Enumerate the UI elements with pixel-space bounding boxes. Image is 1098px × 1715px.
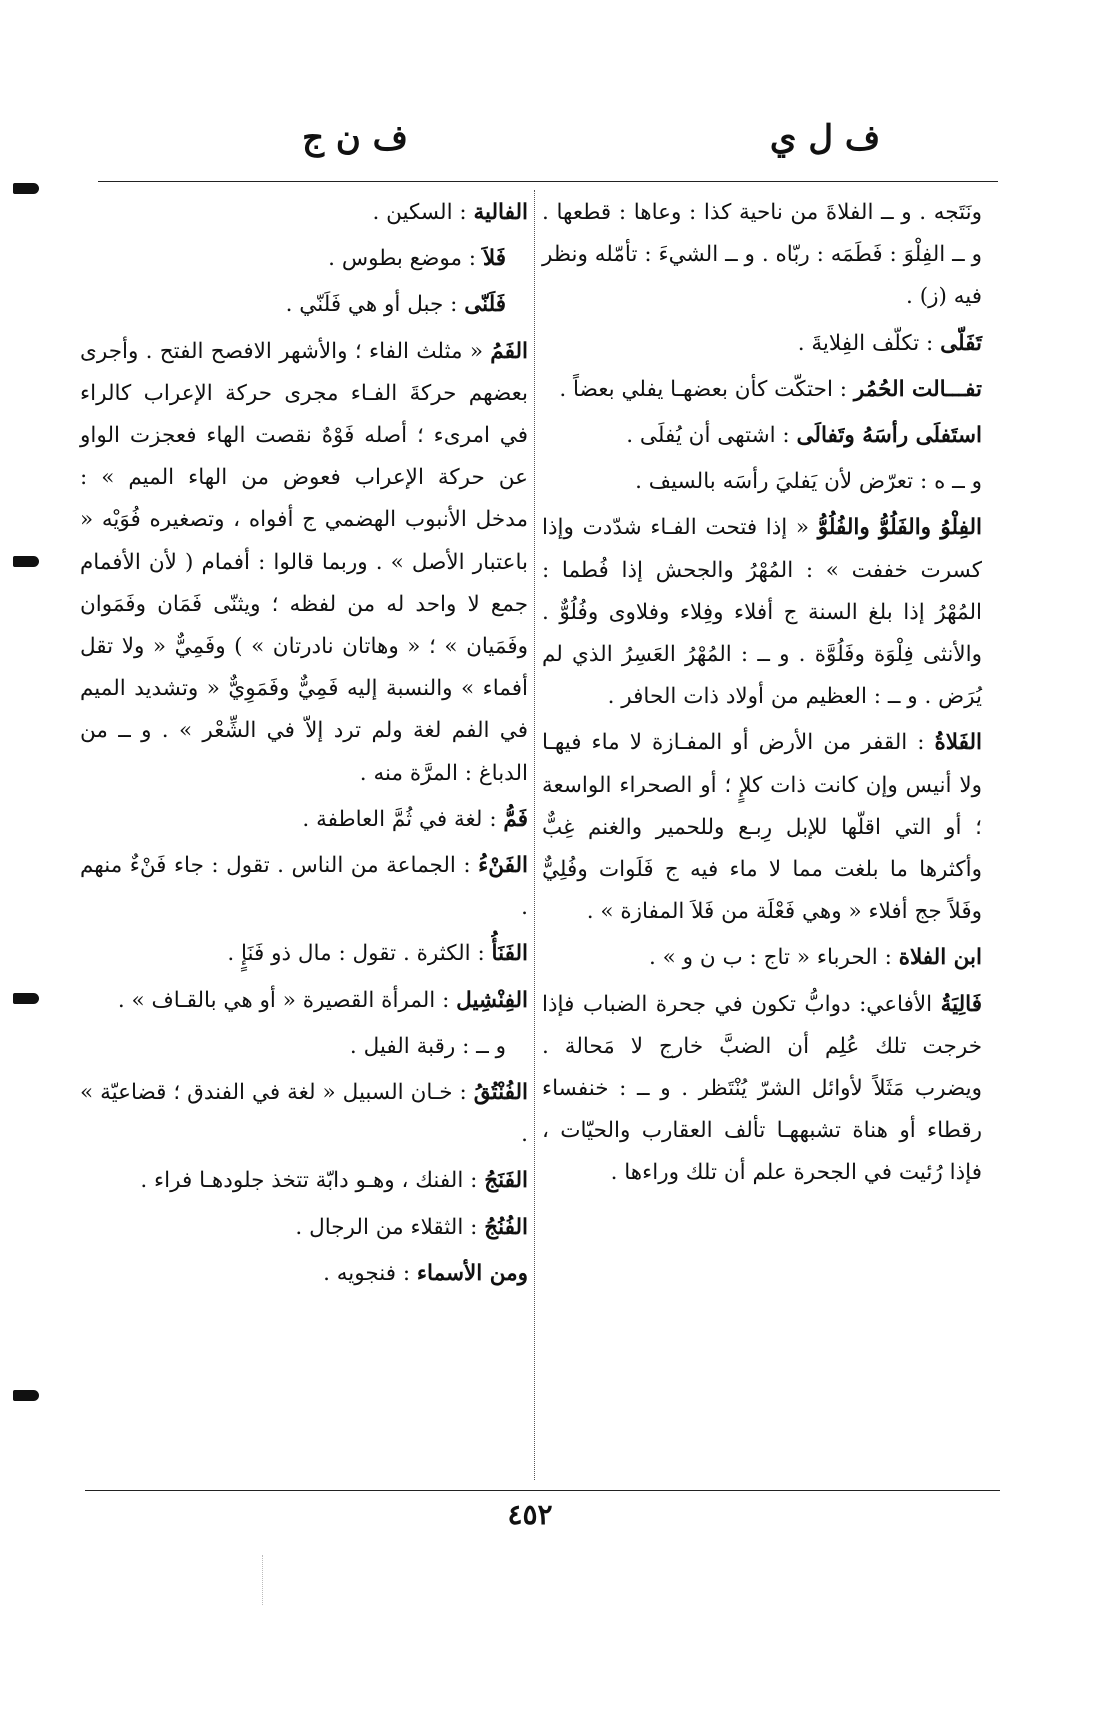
dictionary-entry: [542, 984, 982, 1195]
entry-definition: : الكثرة . تقول : مال ذو فَنَإٍ .: [227, 941, 492, 967]
entry-headword: فَالِيَةُ: [940, 991, 982, 1017]
entry-headword: الفَلاةُ: [934, 730, 982, 756]
entry-definition: : السكين .: [372, 200, 474, 225]
entry-definition: : تكلّف الفِلايةَ .: [797, 330, 941, 356]
dictionary-entry: [542, 192, 982, 319]
page-number: ٤٥٢: [507, 1498, 553, 1531]
entry-headword: الفَنْءُ: [478, 853, 528, 879]
entry-headword: الفَنَأُ: [491, 941, 528, 967]
scan-artifact: [262, 1555, 264, 1605]
entry-definition: : الثقلاء من الرجال .: [295, 1214, 485, 1240]
dictionary-entry: [80, 284, 528, 326]
dictionary-entry: [542, 722, 982, 933]
dictionary-entry: [542, 507, 982, 718]
dictionary-entry: [80, 192, 528, 234]
entry-headword: فَلاَ: [482, 246, 506, 272]
entry-headword: فَلَنّى: [464, 292, 506, 318]
dictionary-entry: [80, 1072, 528, 1156]
entry-headword: فَمُّ: [503, 806, 528, 832]
dictionary-entry: [542, 937, 982, 979]
entry-definition: : جبل أو هي فَلَنّي .: [285, 292, 465, 318]
margin-mark: [13, 183, 39, 194]
entry-headword: الفِنْشِيل: [456, 987, 528, 1013]
dictionary-entry: [80, 1160, 528, 1202]
right-column: [542, 192, 982, 1195]
entry-definition: : الفنك ، وهـو دابّة تتخذ جلودهـا فراء .: [140, 1168, 485, 1194]
entry-definition: : الجماعة من الناس . تقول : جاء فَنْءٌ منهم .: [80, 853, 528, 921]
entry-definition: : موضع بطوس .: [328, 246, 483, 272]
dictionary-entry: [542, 415, 982, 457]
entry-headword: الفالية: [473, 200, 528, 225]
dictionary-entry: [80, 331, 528, 795]
entry-headword: ابن الفلاة: [898, 945, 982, 971]
entry-definition: : الحرباء « تاج : ب ن و » .: [648, 945, 899, 971]
margin-mark: [13, 993, 39, 1004]
entry-definition: و ــ : رقبة الفيل .: [349, 1033, 506, 1059]
entry-headword: الفِلْوُ والفَلُوُّ والفُلُوُّ: [817, 515, 982, 541]
entry-definition: « إذا فتحت الفـاء شدّدت وإذا كسرت خففت » : المُهْرُ والجحش إذا فُطما : المُهْرُ إذا بلغ السنة ج أفلاء وفِلاء وفلاوى وفُلُوٌّ . والأنثى فِلْوَة وفَلُوَّة . و ــ : المُهْرُ العَسِرُ الذي لم يُرَض . و ــ : العظيم من أولاد ذات الحافر .: [542, 515, 982, 710]
entry-headword: تفـــالت الحُمُر: [853, 376, 982, 402]
dictionary-entry: [80, 1253, 528, 1295]
dictionary-entry: [80, 980, 528, 1022]
dictionary-entry: [80, 845, 528, 929]
entry-headword: الفَنَجُ: [484, 1168, 528, 1194]
entry-definition: ونَتَجه . و ــ الفلاةَ من ناحية كذا : وعاها : قطعها . و ــ الفِلْوَ : فَطَمَه : ربّاه . و ــ الشيءَ : تأمّله ونظر فيه (ز) .: [542, 200, 982, 310]
dictionary-entry: [542, 323, 982, 365]
top-rule: [98, 181, 998, 182]
entry-definition: : فنجويه .: [323, 1260, 417, 1286]
entry-headword: استَفلَى رأسَهُ وتَفالَى: [796, 423, 982, 449]
entry-definition: : اشتهى أن يُفلَى .: [626, 423, 797, 449]
left-root-header: ف ن ج: [302, 118, 408, 158]
left-column: [80, 192, 528, 1295]
entry-headword: ومن الأسماء: [416, 1260, 528, 1286]
entry-headword: الفُنْتُقُ: [473, 1080, 528, 1106]
right-root-header: ف ل ي: [769, 118, 881, 158]
entry-definition: « مثلث الفاء ؛ والأشهر الافصح الفتح . وأجرى بعضهم حركةَ الفـاء مجرى حركة الإعراب كالراء في امرىء ؛ أصله فَوْهٌ نقصت الهاء فعجزت الواو عن حركة الإعراب فعوض من الهاء الميم » : مدخل الأنبوب الهضمي ج أفواه ، وتصغيره فُوَيْه « باعتبار الأصل » . وربما قالوا : أفمام ( لأن الأفمام جمع لا واحد له من لفظه ؛ ويثنّى فَمَان وفَمَوان وفَمَيان » ؛ « وهاتان نادرتان » ) وفَمِيٌّ « ولا تقل أفماء » والنسبة إليه فَمِيٌّ وفَمَوِيٌّ « وتشديد الميم في الفم لغة ولم ترد إلاّ في الشِّعْر » . و ــ من الدباغ : المرَّة منه .: [80, 338, 528, 786]
dictionary-entry: [542, 461, 982, 503]
column-divider: [534, 190, 535, 1480]
entry-definition: : القفر من الأرض أو المفـازة لا ماء فيهـا ولا أنيس وإن كانت ذات كلإٍ ؛ أو الصحراء الواسعة ؛ أو التي اقلّها للإبل رِبـع وللحمير والغنم غِبٌّ وأكثرها ما بلغت مما لا ماء فيه ج فَلَوات وفُلِيٌّ وفَلاً جج أفلاء « وهي فَعْلَة من فَلاَ المفازة » .: [542, 730, 982, 925]
entry-headword: تَفَلّى: [940, 330, 982, 356]
entry-definition: : لغة في ثُمَّ العاطفة .: [302, 806, 504, 832]
dictionary-entry: [542, 369, 982, 411]
entry-definition: : خـان السبيل « لغة في الفندق ؛ قضاعيّة » .: [80, 1080, 528, 1148]
entry-headword: الفُنُجُ: [484, 1214, 528, 1240]
dictionary-entry: [80, 933, 528, 975]
dictionary-entry: [80, 799, 528, 841]
margin-mark: [13, 556, 39, 567]
dictionary-entry: [80, 1207, 528, 1249]
margin-mark: [13, 1390, 39, 1401]
entry-definition: الأفاعي: دوابُّ تكون في جحرة الضباب فإذا خرجت تلك عُلِم أن الضبَّ خارج لا مَحالة . ويضرب مَثَلاً لأوائل الشرّ يُنْتَظر . و ــ : خنفساء رقطاء أو هناة تشبههـا تألف العقارب والحيّات ، فإذا رُئيت في الجحرة علم أن تلك وراءها .: [542, 991, 982, 1186]
dictionary-entry: [80, 1026, 528, 1068]
bottom-rule: [85, 1490, 1000, 1491]
dictionary-entry: [80, 238, 528, 280]
entry-definition: : المرأة القصيرة « أو هي بالقـاف » .: [117, 987, 457, 1013]
entry-definition: : احتكّت كأن بعضهـا يفلي بعضاً .: [559, 376, 854, 402]
entry-headword: الفَمُ: [490, 338, 528, 364]
entry-definition: و ــ ه : تعرّض لأن يَفليَ رأسَه بالسيف .: [635, 469, 982, 495]
